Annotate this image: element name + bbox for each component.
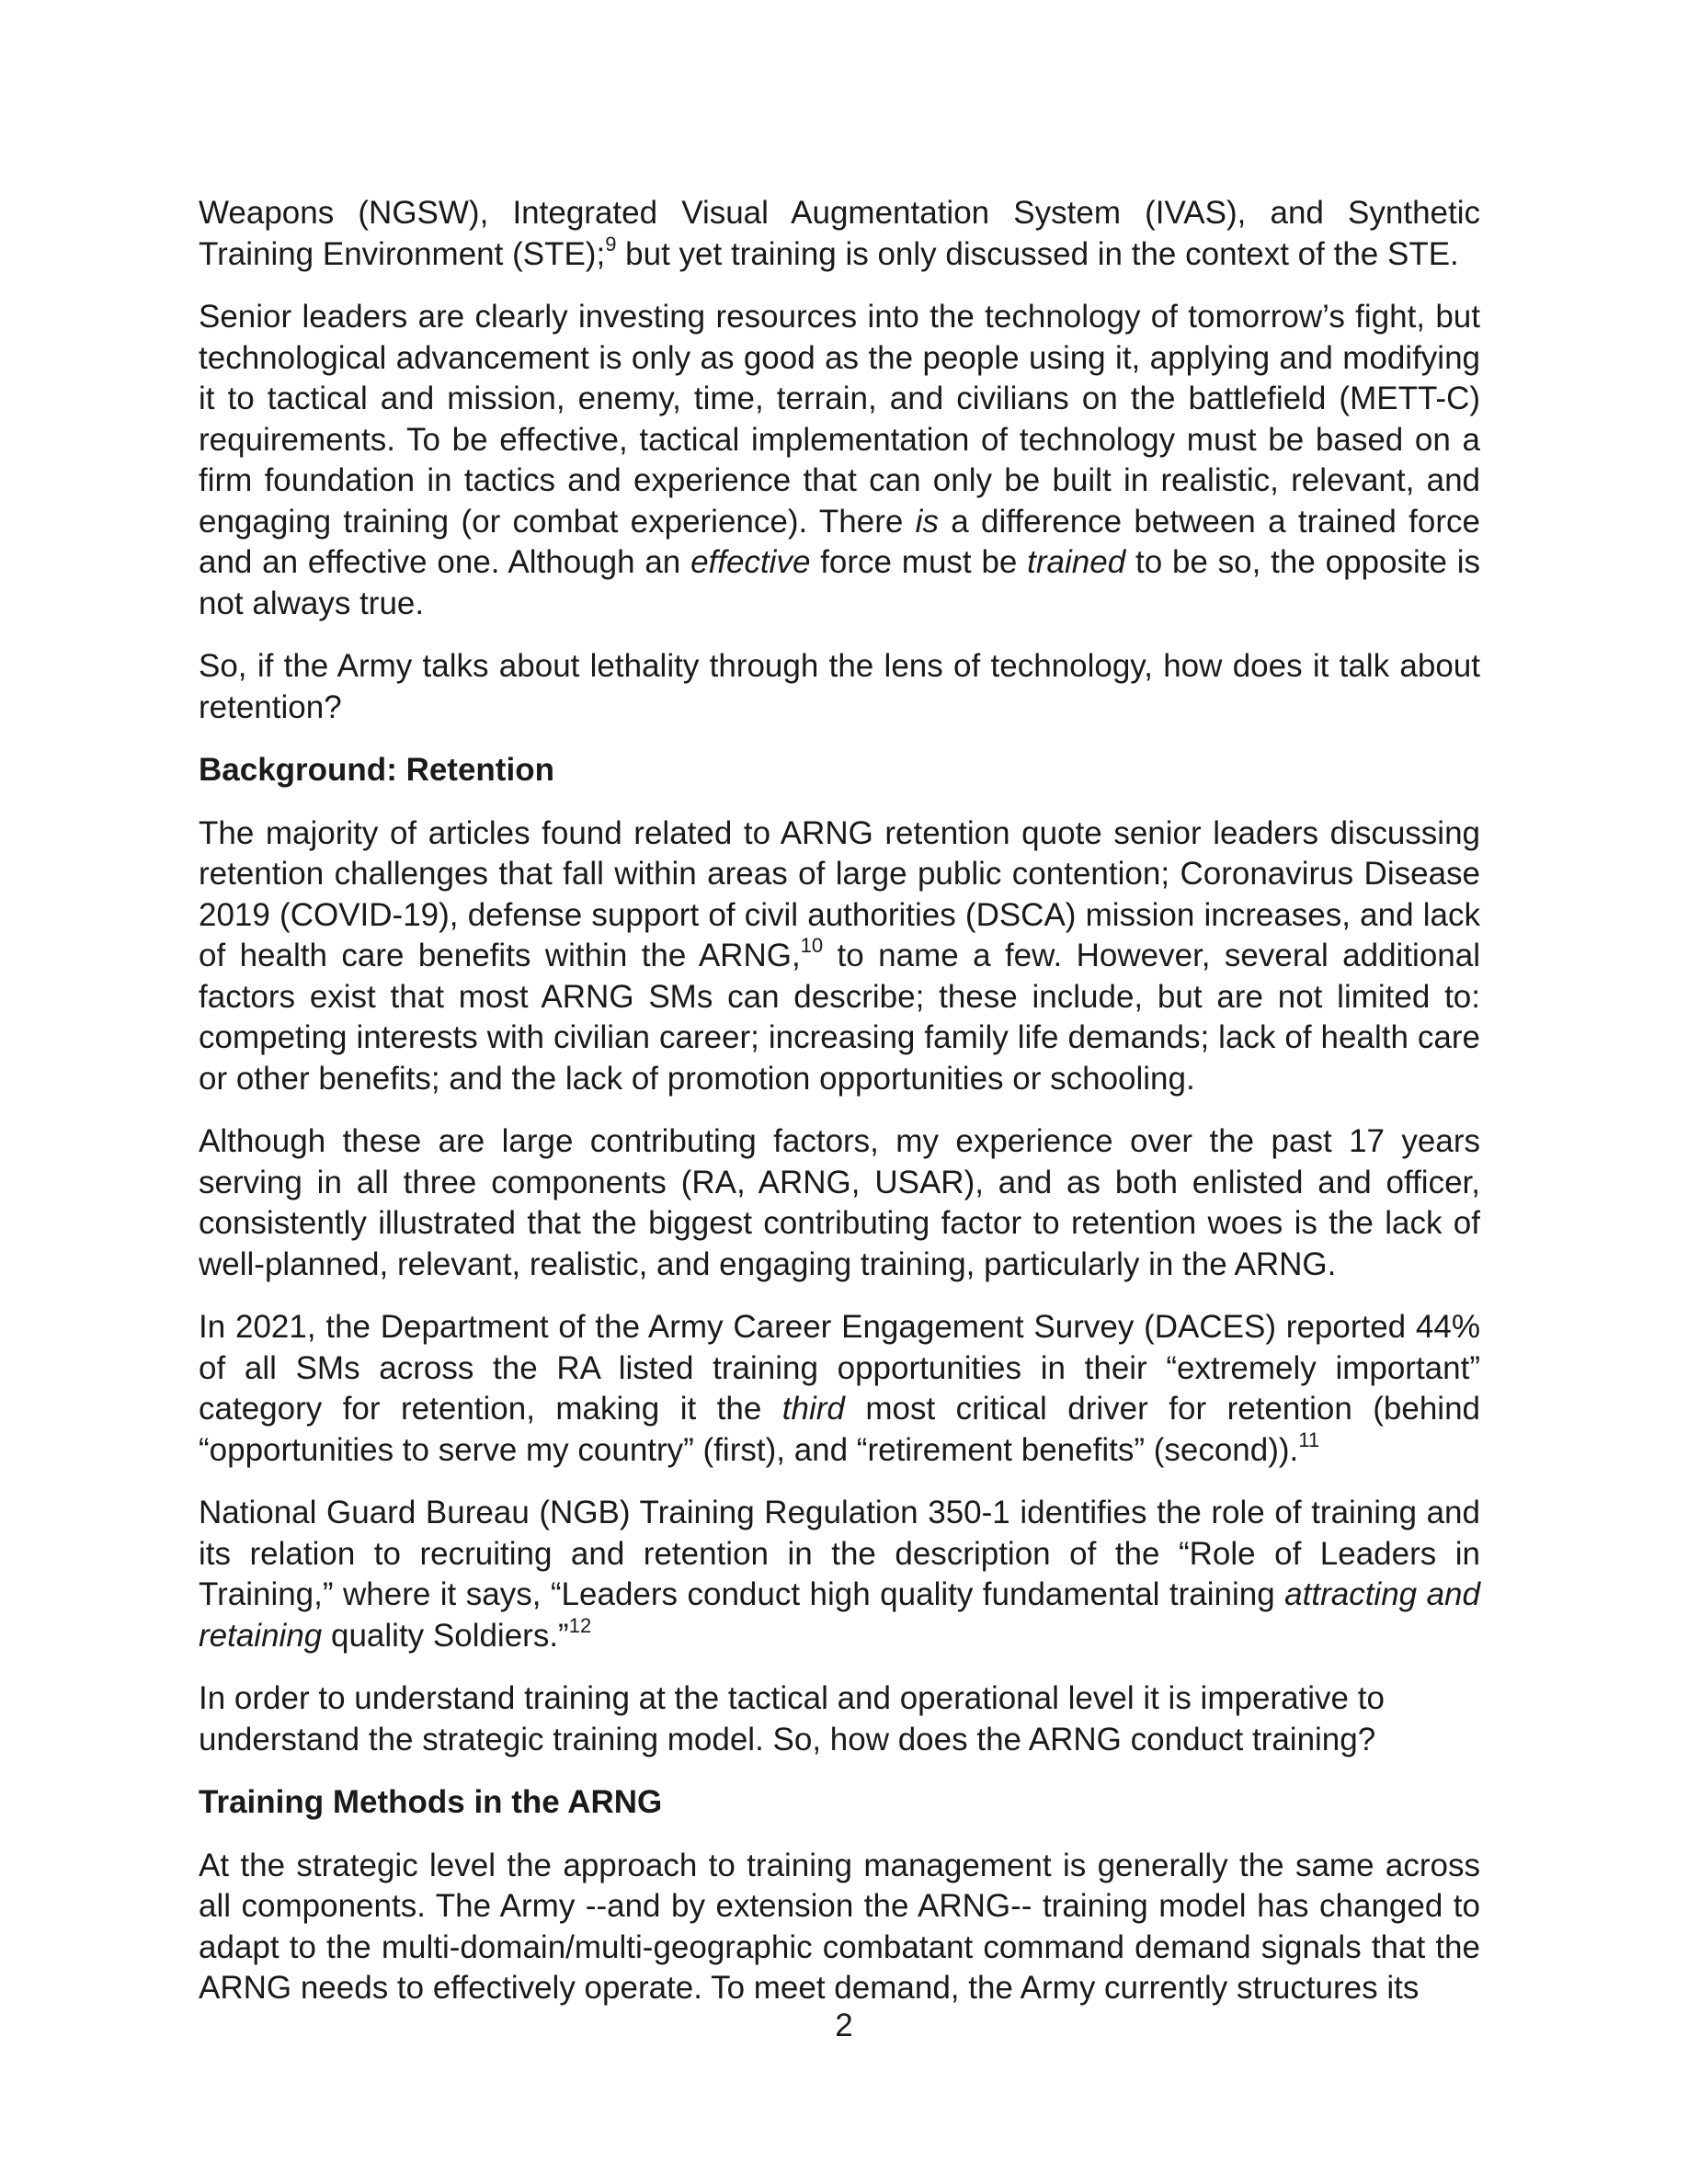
text-run: Senior leaders are clearly investing resources into the technology of tomorrow’s fight, but technological advancement is only as good as the people using it, applying and modifying it to tactical and mission, enemy, time, terrain, and civilians on the battlefield (METT-C) requirements. To be effective, tactical implementation of technology must be based on a firm foundation in tactics and experience that can only be built in realistic, relevant, and engaging training (or combat experience). There [199, 299, 1480, 540]
paragraph-senior-leaders [199, 297, 1480, 624]
paragraph-ngb-regulation [199, 1493, 1480, 1656]
footnote-ref-11: 11 [1298, 1428, 1320, 1451]
emphasis-attracting-retaining: attracting and retaining [199, 1576, 1480, 1654]
footnote-ref-12: 12 [568, 1613, 592, 1637]
heading-training-methods: Training Methods in the ARNG [199, 1784, 663, 1820]
paragraph-retention-articles [199, 813, 1480, 1100]
text-run: quality Soldiers.” [322, 1617, 569, 1654]
text-run: to be so, the opposite is not always true. [199, 544, 1480, 621]
paragraph-contributing-factors: Although these are large contributing factors, my experience over the past 17 years serving in all three components (RA, ARNG, USAR), and as both enlisted and officer, consistently illustrated that the biggest contributing factor to retention woes is the lack of well-planned, relevant, realistic, and engaging training, particularly in the ARNG. [199, 1123, 1480, 1282]
paragraph-strategic-model: In order to understand training at the tactical and operational level it is imperative to understand the strategic training model. So, how does the ARNG conduct training? [199, 1680, 1385, 1757]
text-run: In 2021, the Department of the Army Career Engagement Survey (DACES) reported 44% of all SMs across the RA listed training opportunities in their “extremely important” category for retention, making it the [199, 1309, 1480, 1427]
heading-background-retention: Background: Retention [199, 752, 554, 788]
emphasis-third: third [781, 1391, 845, 1427]
text-run: Weapons (NGSW), Integrated Visual Augmentation System (IVAS), and Synthetic Training Environment (STE); [199, 195, 1480, 272]
paragraph-lethality-question: So, if the Army talks about lethality through the lens of technology, how does it talk about retention? [199, 648, 1480, 725]
text-run: a difference between a trained force and an effective one. Although an [199, 503, 1480, 580]
emphasis-is: is [915, 503, 939, 540]
text-run: but yet training is only discussed in the context of the STE. [616, 235, 1459, 272]
footnote-ref-10: 10 [800, 934, 824, 958]
document-body [199, 193, 1480, 2009]
paragraph-strategic-level: At the strategic level the approach to training management is generally the same across all components. The Army --and by extension the ARNG-- training model has changed to adapt to the multi-domain/multi-geographic combatant command demand signals that the ARNG needs to effectively operate. To meet demand, the Army currently structures its [199, 1847, 1480, 2006]
text-run: National Guard Bureau (NGB) Training Regulation 350-1 identifies the role of training and its relation to recruiting and retention in the description of the “Role of Leaders in Training,” where it says, “Leaders conduct high quality fundamental training [199, 1495, 1480, 1612]
emphasis-trained: trained [1027, 544, 1126, 580]
page-number: 2 [835, 2008, 853, 2043]
text-run: most critical driver for retention (behind “opportunities to serve my country” (first), and “retirement benefits” (second)). [199, 1391, 1480, 1468]
text-run: force must be [810, 544, 1028, 580]
text-run: The majority of articles found related to ARNG retention quote senior leaders discussing retention challenges that fall within areas of large public contention; Coronavirus Disease 2019 (COVID-19), defense support of civil authorities (DSCA) mission increases, and lack of health care benefits within the ARNG, [199, 814, 1480, 973]
footnote-ref-9: 9 [605, 232, 617, 256]
text-run: to name a few. However, several additional factors exist that most ARNG SMs can describe; these include, but are not limited to: competing interests with civilian career; increasing family life demands; lack of health care or other benefits; and the lack of promotion opportunities or schooling. [199, 938, 1480, 1097]
paragraph-weapons [199, 193, 1480, 275]
emphasis-effective: effective [690, 544, 811, 580]
paragraph-daces-survey [199, 1307, 1480, 1471]
